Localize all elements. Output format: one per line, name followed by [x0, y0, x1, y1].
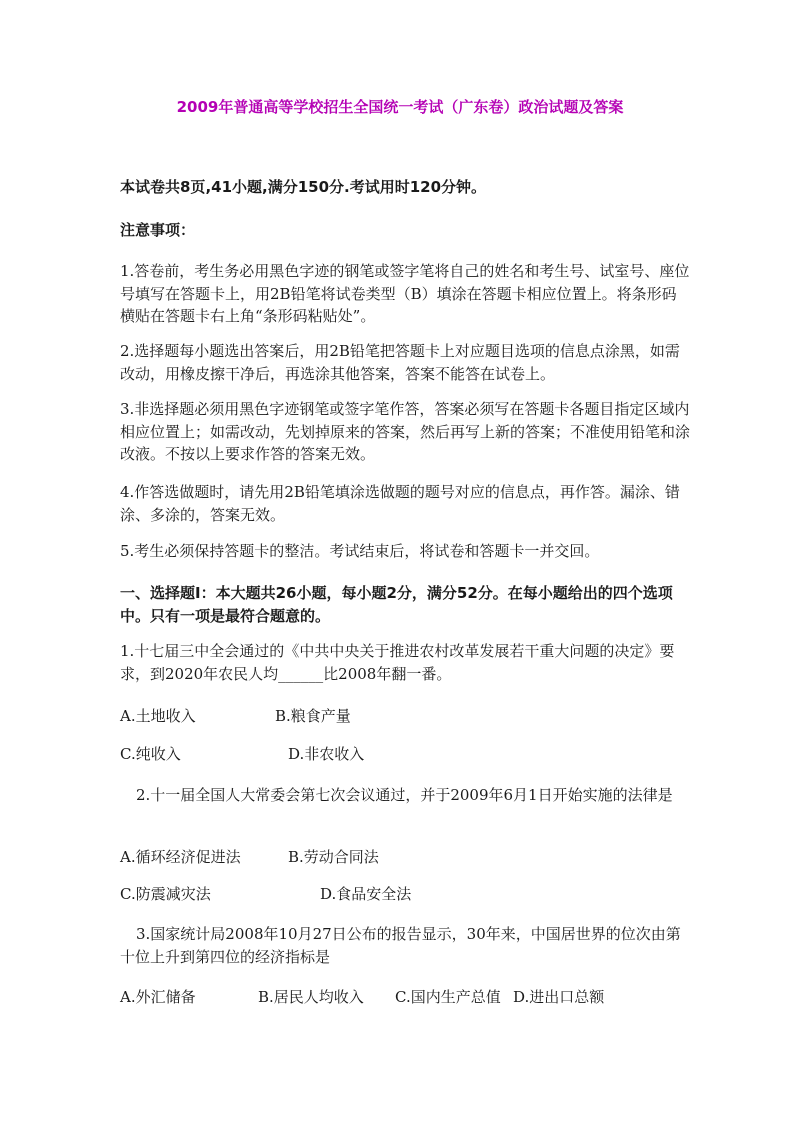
notice-item-3: 3.非选择题必须用黑色字迹钢笔或签字笔作答，答案必须写在答题卡各题目指定区域内相应位置上；如需改动，先划掉原来的答案，然后再写上新的答案；不准使用铅笔和涂改液。不按以上要求作答的答案无效。	[120, 400, 691, 463]
question-2-stem: 2.十一届全国人大常委会第七次会议通过，并于2009年6月1日开始实施的法律是	[136, 786, 673, 804]
question-2-option-a: A.循环经济促进法	[120, 848, 241, 866]
question-3-options-row	[120, 986, 720, 1008]
section-heading: 一、选择题Ⅰ：本大题共26小题，每小题2分，满分52分。在每小题给出的四个选项中。只有一项是最符合题意的。	[120, 584, 673, 625]
question-1-option-d: D.非农收入	[288, 745, 365, 763]
question-3-option-c: C.国内生产总值	[395, 988, 501, 1006]
question-2-option-c: C.防震减灾法	[120, 885, 211, 903]
notice-heading: 注意事项：	[120, 221, 196, 239]
notice-item-1: 1.答卷前，考生务必用黑色字迹的钢笔或签字笔将自己的姓名和考生号、试室号、座位号填写在答题卡上，用2B铅笔将试卷类型（B）填涂在答题卡相应位置上。将条形码横贴在答题卡右上角“条形码粘贴处”。	[120, 262, 690, 325]
notice-item-2: 2.选择题每小题选出答案后，用2B铅笔把答题卡上对应题目选项的信息点涂黑，如需改动，用橡皮擦干净后，再选涂其他答案，答案不能答在试卷上。	[120, 342, 680, 383]
question-1-options-row-1	[120, 705, 720, 727]
exam-intro: 本试卷共8页,41小题,满分150分.考试用时120分钟。	[120, 178, 487, 196]
notice-item-4: 4.作答选做题时，请先用2B铅笔填涂选做题的题号对应的信息点，再作答。漏涂、错涂、多涂的，答案无效。	[120, 483, 680, 524]
question-2-option-d: D.食品安全法	[320, 885, 412, 903]
question-1-option-c: C.纯收入	[120, 745, 181, 763]
question-3-option-b: B.居民人均收入	[258, 988, 364, 1006]
question-2-option-b: B.劳动合同法	[288, 848, 379, 866]
question-3-stem: 3.国家统计局2008年10月27日公布的报告显示，30年来，中国居世界的位次由第十位上升到第四位的经济指标是	[120, 925, 681, 966]
question-2-options-row-2	[120, 883, 720, 905]
question-1-stem: 1.十七届三中全会通过的《中共中央关于推进农村改革发展若干重大问题的决定》要求，到2020年农民人均______比2008年翻一番。	[120, 642, 675, 683]
question-1-option-b: B.粮食产量	[275, 707, 351, 725]
question-1-option-a: A.土地收入	[120, 707, 196, 725]
page-title: 2009年普通高等学校招生全国统一考试（广东卷）政治试题及答案	[176, 98, 624, 116]
question-1-options-row-2	[120, 743, 720, 765]
question-2-options-row-1	[120, 846, 720, 868]
notice-item-5: 5.考生必须保持答题卡的整洁。考试结束后，将试卷和答题卡一并交回。	[120, 542, 600, 560]
question-3-option-a: A.外汇储备	[120, 988, 196, 1006]
question-3-option-d: D.进出口总额	[513, 988, 605, 1006]
